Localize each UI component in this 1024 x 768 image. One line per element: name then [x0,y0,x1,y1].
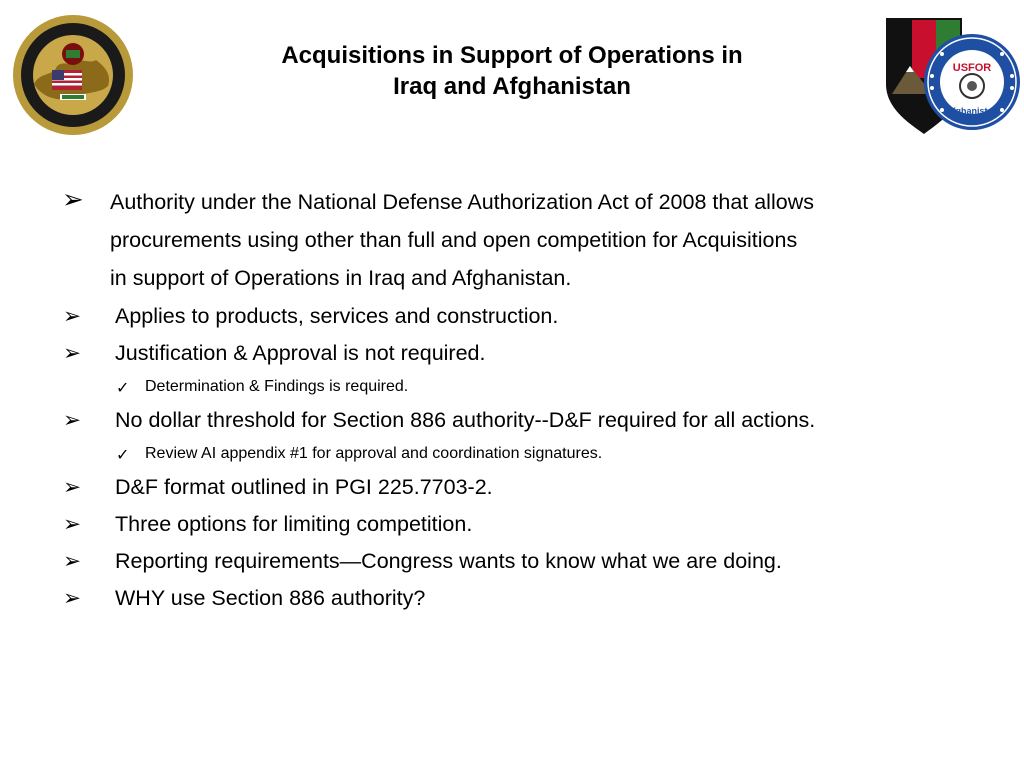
bullet-text: procurements using other than full and open competition for Acquisitions [110,228,798,252]
checkmark-icon: ✓ [116,447,130,464]
arrow-bullet-icon: ➢ [62,184,84,214]
arrow-bullet-icon: ➢ [63,304,82,328]
bullet-text: Three options for limiting competition. [115,512,473,536]
bullet-text: in support of Operations in Iraq and Afghanistan. [110,266,572,290]
checkmark-icon: ✓ [116,380,130,397]
bullet-text: D&F format outlined in PGI 225.7703-2. [115,475,493,499]
title-line-2: Iraq and Afghanistan [393,73,631,100]
bullet-text: Authority under the National Defense Authorization Act of 2008 that allows [110,190,814,214]
slide-title [180,40,844,102]
bullet-text: WHY use Section 886 authority? [115,586,426,610]
arrow-bullet-icon: ➢ [63,512,82,536]
title-line-1: Acquisitions in Support of Operations in [281,42,743,69]
arrow-bullet-icon: ➢ [63,341,82,365]
arrow-bullet-icon: ➢ [63,549,82,573]
arrow-bullet-icon: ➢ [63,586,82,610]
patch-usfor-label: USFOR [952,62,992,74]
contracting-command-seal-logo [12,14,134,136]
usfor-afghanistan-patch-logo [882,14,1022,142]
bullet-text: Review AI appendix #1 for approval and coordination signatures. [145,445,603,462]
bullet-text: Reporting requirements—Congress wants to know what we are doing. [115,549,782,573]
bullet-text: Determination & Findings is required. [145,378,409,395]
arrow-bullet-icon: ➢ [63,475,82,499]
bullet-text: Justification & Approval is not required. [115,341,486,365]
bullet-text: Applies to products, services and construction. [115,304,559,328]
bullet-text: No dollar threshold for Section 886 authority--D&F required for all actions. [115,408,816,432]
arrow-bullet-icon: ➢ [63,408,82,432]
patch-afghanistan-label: Afghanistan [945,106,999,116]
